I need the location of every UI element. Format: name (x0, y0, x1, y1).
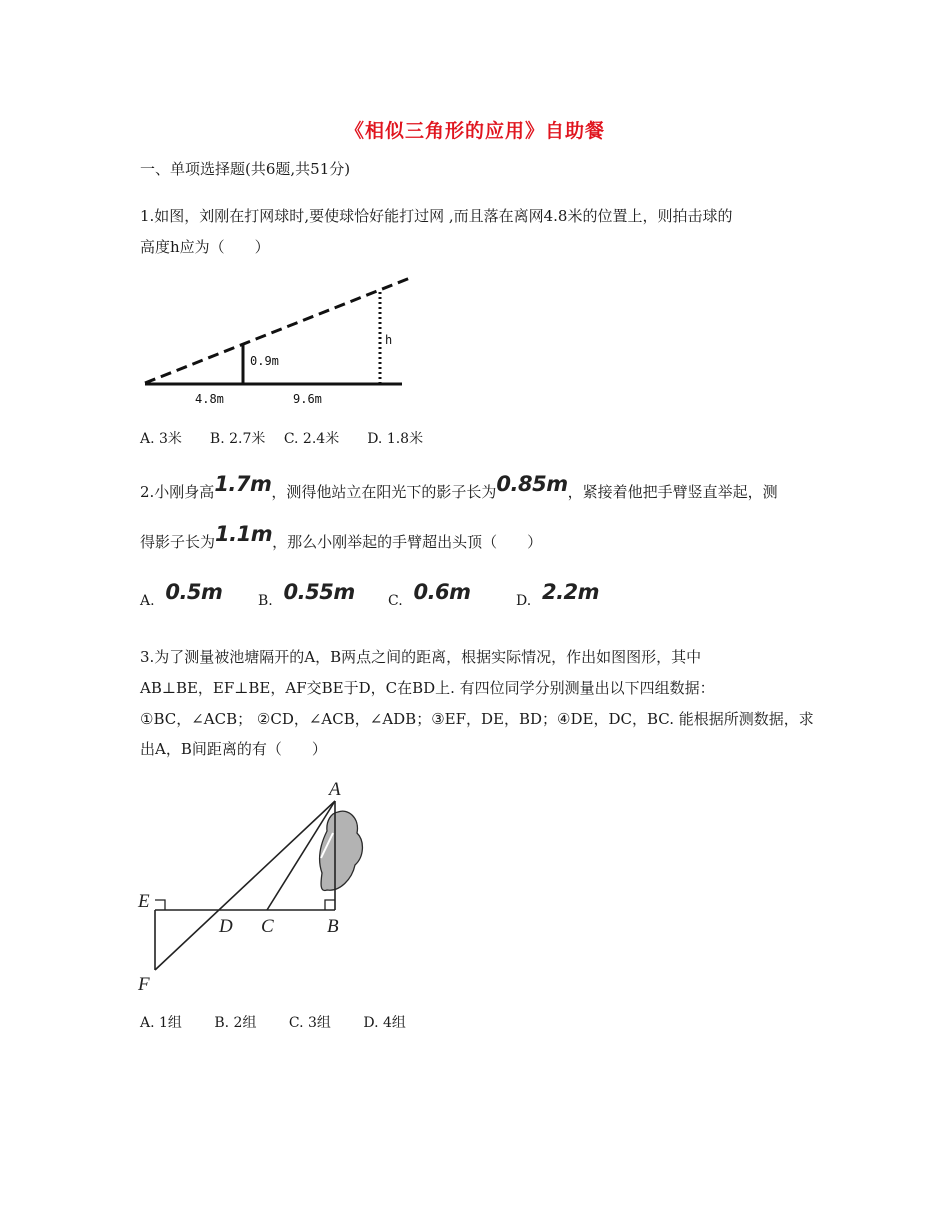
net-height-label: 0.9m (250, 354, 279, 368)
q1-text-line2: 高度h应为（ ） (140, 238, 270, 256)
q2-option-c-value: 0.6m (413, 580, 471, 604)
q2-arm-shadow-value: 1.1m (215, 522, 273, 546)
q2-text-e: ，那么小刚举起的手臂超出头顶（ ） (272, 533, 543, 551)
q2-option-a: A. 0.5m (140, 580, 223, 609)
point-c-label: C (261, 916, 274, 937)
point-e-label: E (138, 891, 150, 912)
q3-pond-figure (135, 775, 375, 1000)
pond-shape (320, 811, 363, 890)
right-angle-e (155, 900, 165, 910)
q2-text-line2 (140, 522, 543, 552)
right-angle-b (325, 900, 335, 910)
section-heading: 一、单项选择题(共6题,共51分) (140, 160, 351, 178)
q2-text-d: 得影子长为 (140, 533, 216, 551)
q2-option-b-value: 0.55m (283, 580, 355, 604)
q3-text-line2: AB⊥BE，EF⊥BE，AF交BE于D，C在BD上. 有四位同学分别测量出以下四组数据： (140, 679, 715, 697)
h-label: h (385, 333, 393, 347)
q2-option-a-value: 0.5m (165, 580, 223, 604)
point-b-label: B (327, 916, 339, 937)
point-d-label: D (219, 916, 233, 937)
q3-text-line1: 3.为了测量被池塘隔开的A，B两点之间的距离，根据实际情况，作出如图图形，其中 (140, 648, 702, 666)
point-a-label: A (329, 779, 341, 800)
q2-shadow-value: 0.85m (496, 472, 568, 496)
q2-text-c: ，紧接着他把手臂竖直举起，测 (567, 483, 778, 501)
q3-text-line3: ①BC，∠ACB； ②CD，∠ACB，∠ADB；③EF，DE，BD；④DE，DC，BC. 能根据所测数据，求 (140, 710, 814, 728)
q2-option-b: B. 0.55m (258, 580, 355, 609)
q1-text-line1: 1.如图，刘刚在打网球时,要使球恰好能打过网 ,而且落在离网4.8米的位置上，则拍击球的 (140, 207, 733, 225)
page-title: 《相似三角形的应用》自助餐 (344, 120, 605, 142)
q2-text-a: 2.小刚身高 (140, 483, 215, 501)
q1-tennis-figure (140, 272, 415, 412)
q3-options: A. 1组 B. 2组 C. 3组 D. 4组 (140, 1015, 406, 1031)
q3-text-line4: 出A，B间距离的有（ ） (140, 740, 327, 758)
q2-text-b: ，测得他站立在阳光下的影子长为 (271, 483, 497, 501)
q2-text-line1 (140, 472, 778, 502)
left-distance-label: 4.8m (195, 392, 224, 406)
q2-option-d: D. 2.2m (516, 580, 600, 609)
q1-options: A. 3米 B. 2.7米 C. 2.4米 D. 1.8米 (140, 431, 424, 447)
point-f-label: F (138, 974, 150, 995)
q2-option-d-value: 2.2m (541, 580, 600, 604)
line-af (155, 801, 335, 970)
right-distance-label: 9.6m (293, 392, 322, 406)
q2-height-value: 1.7m (214, 472, 272, 496)
q2-option-c: C. 0.6m (388, 580, 471, 609)
